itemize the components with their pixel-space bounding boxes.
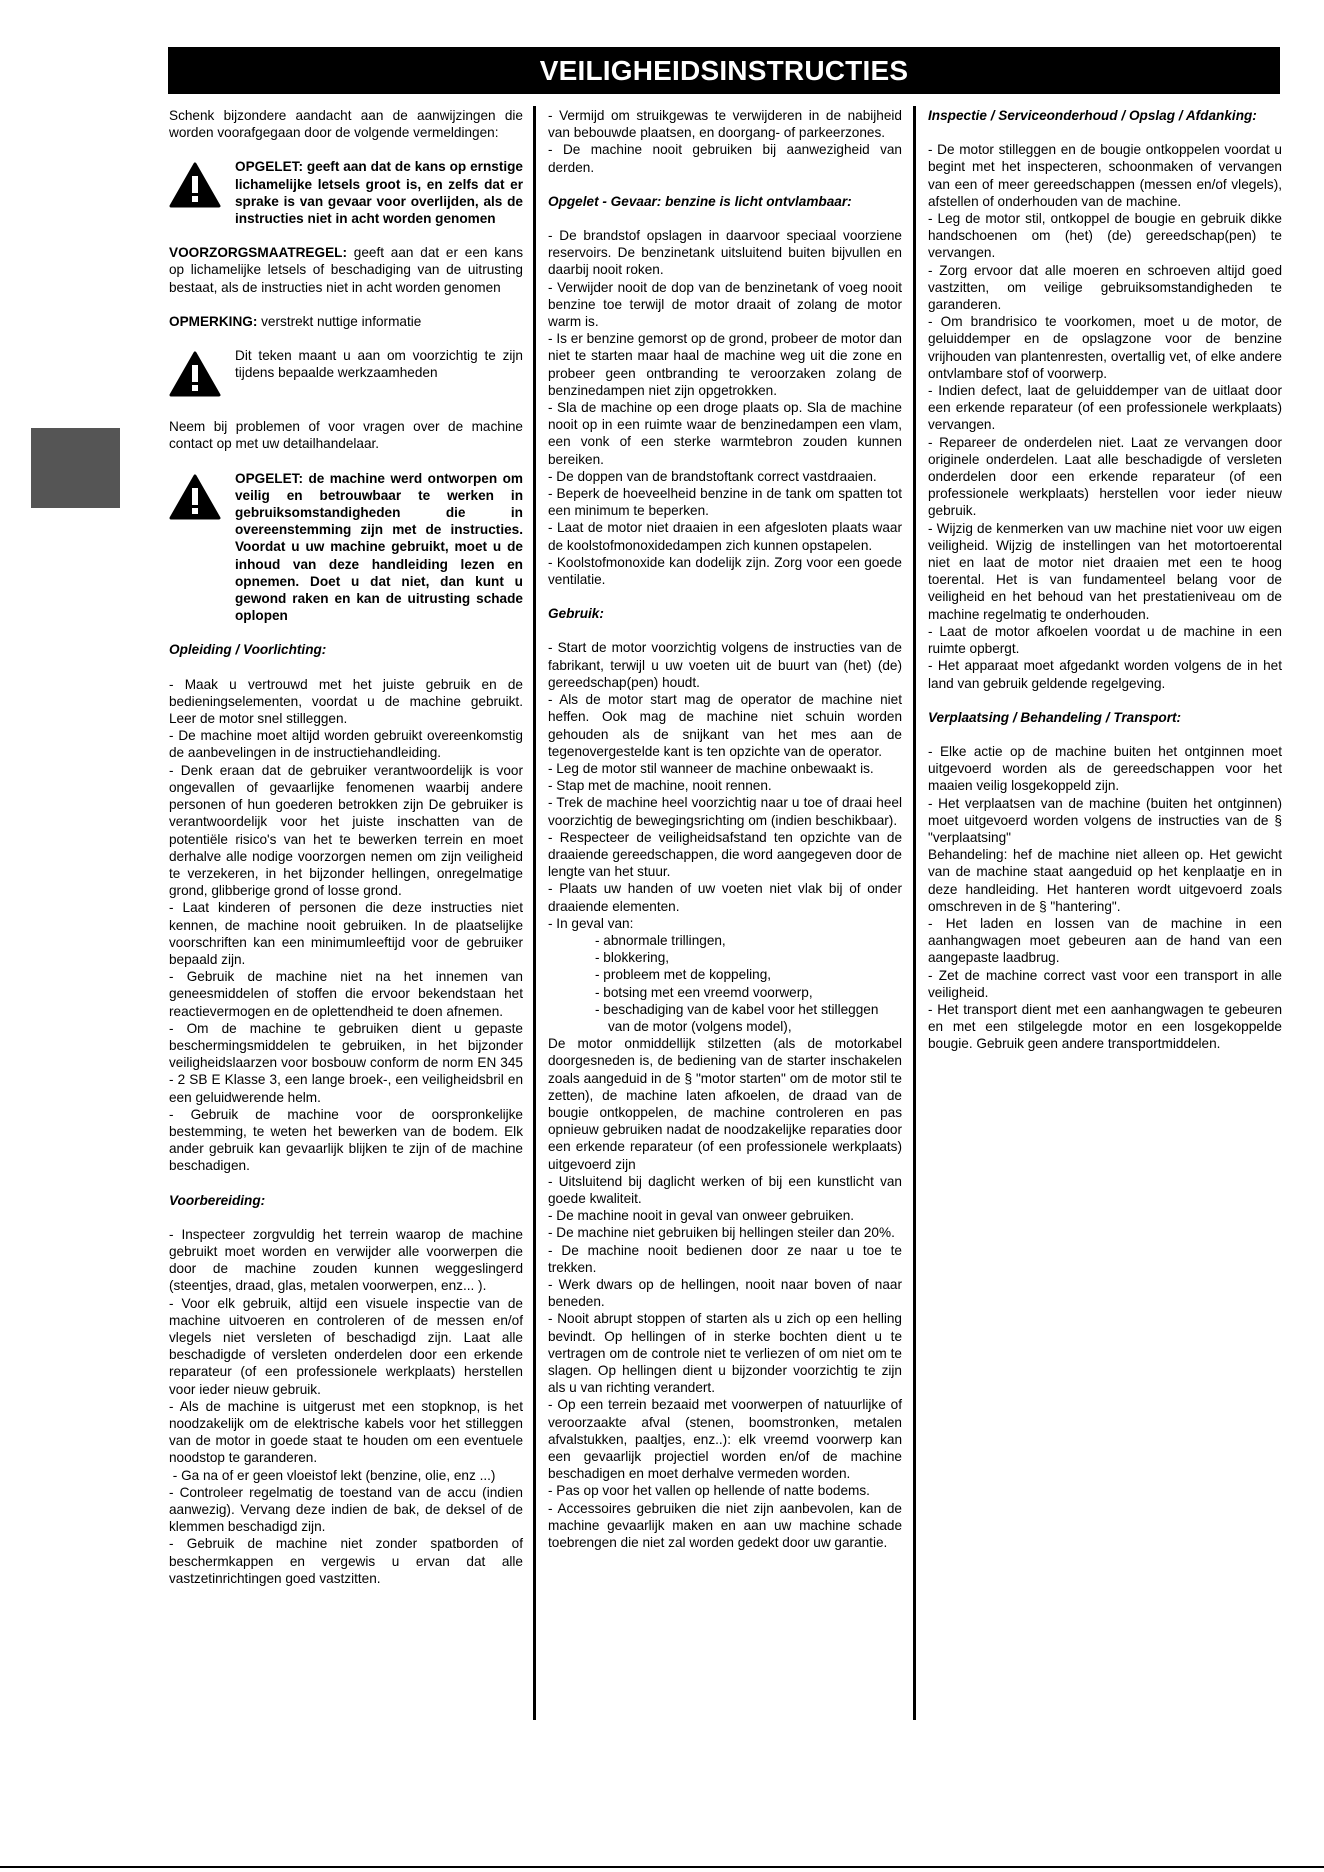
- paragraph: - Gebruik de machine voor de oorspronkelijke bestemming, te weten het bewerken van de bodem. Elk ander gebruik kan gevaarlijk blijken te zijn of de machine beschadigen.: [169, 1106, 523, 1174]
- paragraph: - Pas op voor het vallen op hellende of natte bodems.: [548, 1483, 870, 1499]
- paragraph: - Denk eraan dat de gebruiker verantwoordelijk is voor ongevallen of gevaarlijke fenomenen waarbij andere personen of hun goederen betrokken zijn De gebruiker is verantwoordelijk voor het juiste inschatten van de potentiële risico's van het te bewerken terrein en moet derhalve alle nodige voorzorgen nemen om zijn veiligheid te verzekeren, in het bijzonder hellingen, onregelmatige grond, glibberige grond of losse grond.: [169, 762, 523, 899]
- paragraph: De motor onmiddellijk stilzetten (als de motorkabel doorgesneden is, de bediening van de starter inschakelen zoals aangeduid in de § "motor starten" om de motor stil te zetten), de machine laten afkoelen, de draad van de bougie ontkoppelen, de machine controleren en pas opnieuw gebruiken nadat de noodzakelijke reparaties door een erkende reparateur (of een professionele werkplaats) uitgevoerd zijn: [548, 1036, 902, 1172]
- warning-triangle-icon: [169, 470, 235, 625]
- paragraph: - Uitsluitend bij daglicht werken of bij een kunstlicht van goede kwaliteit.: [548, 1173, 902, 1206]
- paragraph: - Indien defect, laat de geluiddemper van de uitlaat door een erkende reparateur (of een professionele werkplaats) vervangen.: [928, 383, 1282, 433]
- page-bottom-border: [0, 1866, 1324, 1868]
- paragraph: - Laat kinderen of personen die deze instructies niet kennen, de machine nooit gebruiken. In de plaatselijke voorschriften kan een minimumleeftijd voor de gebruiker bepaald zijn.: [169, 900, 523, 967]
- section-heading-training: Opleiding / Voorlichting:: [169, 642, 327, 658]
- paragraph: - Koolstofmonoxide kan dodelijk zijn. Zorg voor een goede ventilatie.: [548, 554, 902, 588]
- paragraph: - Verwijder nooit de dop van de benzinetank of voeg nooit benzine toe terwijl de motor draait of zolang de motor warm is.: [548, 279, 902, 330]
- caution-warning: [169, 347, 523, 401]
- paragraph: - Laat de motor niet draaien in een afgesloten plaats waar de koolstofmonoxidedampen zich kunnen opstapelen.: [548, 520, 902, 553]
- paragraph: - Om brandrisico te voorkomen, moet u de motor, de geluiddemper en de opslagzone voor de benzine vrijhouden van plantenresten, overtallig vet, of elke andere ontvlambare stof of voorwerp.: [928, 314, 1282, 381]
- paragraph: - Gebruik de machine niet na het innemen van geneesmiddelen of stoffen die ervoor bekendstaan het reactievermogen en de oplettendheid te doen afnemen.: [169, 969, 523, 1019]
- paragraph: - Leg de motor stil wanneer de machine onbewaakt is.: [548, 760, 874, 776]
- column-2: [548, 107, 902, 1551]
- paragraph: - Elke actie op de machine buiten het ontginnen moet uitgevoerd worden als de gereedschappen voor het maaien veilig losgekoppeld zijn.: [928, 743, 1282, 794]
- column-1: [169, 107, 523, 1587]
- paragraph: - Leg de motor stil, ontkoppel de bougie en gebruik dikke handschoenen om (het) (de) gereedschap(pen) te vervangen.: [928, 211, 1282, 261]
- paragraph: - De motor stilleggen en de bougie ontkoppelen voordat u begint met het inspecteren, schoonmaken of vervangen van een of meer gereedschappen (messen en/of vlegels), afstellen of onderhouden van de machine.: [928, 142, 1282, 209]
- caution-warning-text: Dit teken maant u aan om voorzichtig te zijn tijdens bepaalde werkzaamheden: [235, 348, 523, 381]
- paragraph: - Plaats uw handen of uw voeten niet vlak bij of onder draaiende elementen.: [548, 881, 902, 914]
- paragraph: - Voor elk gebruik, altijd een visuele inspectie van de machine uitvoeren en controleren of de messen en/of vlegels niet versleten of beschadigd zijn. Laat alle beschadigde of versleten onderdelen door een erkende reparateur (of een professionele werkplaats) herstellen voor ieder nieuw gebruik.: [169, 1295, 523, 1397]
- danger-warning-text: OPGELET: geeft aan dat de kans op ernstige lichamelijke letsels groot is, en zelfs dat er sprake is van gevaar voor overlijden, als de instructies niet in acht worden genomen: [235, 159, 523, 227]
- paragraph: - Ga na of er geen vloeistof lekt (benzine, olie, enz ...): [169, 1467, 496, 1483]
- column-3: [928, 107, 1282, 1053]
- section-heading-preparation: Voorbereiding:: [169, 1192, 266, 1208]
- list-item: - probleem met de koppeling,: [595, 967, 772, 983]
- section-heading-transport: Verplaatsing / Behandeling / Transport:: [928, 709, 1182, 725]
- paragraph: - In geval van:: [548, 915, 634, 931]
- paragraph: - Als de machine is uitgerust met een stopknop, is het noodzakelijk om de elektrische kabels voor het stilleggen van de motor in goede staat te houden om een eventuele noodstop te garanderen.: [169, 1398, 523, 1466]
- paragraph: - Inspecteer zorgvuldig het terrein waarop de machine gebruikt moet worden en verwijder alle voorwerpen die door de machine zouden kunnen weggeslingerd (steentjes, draad, glas, metalen voorwerpen, enz... ).: [169, 1226, 523, 1294]
- design-warning: [169, 470, 523, 625]
- paragraph: - Het transport dient met een aanhangwagen te gebeuren en met een stilgelegde motor en een losgekoppelde bougie. Gebruik geen andere transportmiddelen.: [928, 1001, 1282, 1052]
- paragraph: - Wijzig de kenmerken van uw machine niet voor uw eigen veiligheid. Wijzig de instellingen van het motortoerental niet en laat de motor niet draaien met een te hoog toerental. Het is van fundamenteel belang voor de veiligheid en het behoud van het prestatieniveau om de machine regelmatig te onderhouden.: [928, 520, 1282, 622]
- paragraph: - Trek de machine heel voorzichtig naar u toe of draai heel voorzichtig de bewegingsrichting om (indien beschikbaar).: [548, 795, 902, 828]
- column-divider: [913, 106, 916, 1720]
- list-item: - blokkering,: [595, 950, 670, 966]
- paragraph: - Gebruik de machine niet zonder spatborden of beschermkappen en vergewis u ervan dat alle vastzetinrichtingen goed vastzitten.: [169, 1536, 523, 1586]
- dealer-text: Neem bij problemen of voor vragen over de machine contact op met uw detailhandelaar.: [169, 419, 523, 452]
- paragraph: - Respecteer de veiligheidsafstand ten opzichte van de draaiende gereedschappen, die word aangegeven door de lengte van het stuur.: [548, 829, 902, 880]
- list-item: - beschadiging van de kabel voor het stilleggen: [595, 1001, 879, 1017]
- paragraph: - Laat de motor afkoelen voordat u de machine in een ruimte opbergt.: [928, 623, 1282, 657]
- paragraph: - Controleer regelmatig de toestand van de accu (indien aanwezig). Vervang deze indien de bak, de deksel of de klemmen beschadigd zijn.: [169, 1484, 523, 1535]
- paragraph: - Nooit abrupt stoppen of starten als u zich op een helling bevindt. Op hellingen of in sterke bochten dient u te vertragen om de controle niet te verliezen of om niet om te slagen. Op hellingen dient u bijzonder voorzichtig te zijn als u van richting verandert.: [548, 1311, 902, 1396]
- paragraph: - Start de motor voorzichtig volgens de instructies van de fabrikant, terwijl u uw voeten uit de buurt van (het) (de) gereedschap(pen) houdt.: [548, 640, 902, 690]
- paragraph: - De machine nooit bedienen door ze naar u toe te trekken.: [548, 1242, 902, 1275]
- column-divider: [533, 106, 536, 1720]
- paragraph: - Maak u vertrouwd met het juiste gebruik en de bedieningselementen, voordat u de machine gebruikt. Leer de motor snel stilleggen.: [169, 676, 523, 727]
- design-warning-text: OPGELET: de machine werd ontworpen om veilig en betrouwbaar te werken in gebruiksomstandigheden die in overeenstemming zijn met de instructies. Voordat u uw machine gebruikt, moet u de inhoud van deze handleiding lezen en opnemen. Doet u dat niet, dan kunt u gewond raken en kan de uitrusting schade oplopen: [235, 470, 523, 624]
- paragraph: - Werk dwars op de hellingen, nooit naar boven of naar beneden.: [548, 1277, 902, 1310]
- paragraph: - Stap met de machine, nooit rennen.: [548, 778, 772, 794]
- paragraph: - De machine niet gebruiken bij hellingen steiler dan 20%.: [548, 1225, 895, 1241]
- precaution-text: VOORZORGSMAATREGEL: geeft aan dat er een kans op lichamelijke letsels of beschadiging van de uitrusting bestaat, als de instructies niet in acht worden genomen: [169, 245, 523, 295]
- paragraph: - Om de machine te gebruiken dient u gepaste beschermingsmiddelen te gebruiken, in het bijzonder veiligheidslaarzen voor bosbouw conform de norm EN 345 - 2 SB E Klasse 3, een lange broek-, een veiligheidsbril en een geluidwerende helm.: [169, 1020, 523, 1105]
- paragraph: - Het apparaat moet afgedankt worden volgens de in het land van gebruik geldende regelgeving.: [928, 658, 1282, 691]
- paragraph: - De machine moet altijd worden gebruikt overeenkomstig de aanbevelingen in de instructiehandleiding.: [169, 728, 523, 761]
- remark-text: OPMERKING: verstrekt nuttige informatie: [169, 313, 422, 329]
- paragraph: - Sla de machine op een droge plaats op. Sla de machine nooit op in een ruimte waar de benzinedampen een vlam, een vonk of een sterke warmtebron zouden kunnen bereiken.: [548, 400, 902, 467]
- section-heading-use: Gebruik:: [548, 606, 604, 622]
- paragraph: - Als de motor start mag de operator de machine niet heffen. Ook mag de machine niet schuin worden gehouden als de snijkant van het mes aan de tegenovergestelde kant is ten opzichte van de operator.: [548, 692, 902, 759]
- list-item: van de motor (volgens model),: [608, 1018, 792, 1034]
- paragraph: - Accessoires gebruiken die niet zijn aanbevolen, kan de machine gevaarlijk maken en aan uw machine schade toebrengen die niet zal worden gedekt door uw garantie.: [548, 1500, 902, 1551]
- paragraph: - Het laden en lossen van de machine in een aanhangwagen moet gebeuren aan de hand van een aangepaste laadbrug.: [928, 915, 1282, 966]
- paragraph: Behandeling: hef de machine niet alleen op. Het gewicht van de machine staat aangeduid op het kenplaatje en in deze handleiding. Het hanteren wordt uitgevoerd zoals omschreven in de § "hantering".: [928, 847, 1282, 914]
- paragraph: - Het verplaatsen van de machine (buiten het ontginnen) moet uitgevoerd worden volgens de instructies van de § "verplaatsing": [928, 795, 1282, 845]
- page-title: VEILIGHEIDSINSTRUCTIES: [539, 54, 909, 86]
- paragraph: - Zorg ervoor dat alle moeren en schroeven altijd goed vastzitten, om veilige gebruiksomstandigheden te garanderen.: [928, 262, 1282, 313]
- list-item: - botsing met een vreemd voorwerp,: [595, 984, 813, 1000]
- paragraph: - De machine nooit gebruiken bij aanwezigheid van derden.: [548, 142, 902, 175]
- paragraph: - Vermijd om struikgewas te verwijderen in de nabijheid van bebouwde plaatsen, en doorgang- of parkeerzones.: [548, 108, 902, 141]
- paragraph: - Zet de machine correct vast voor een transport in alle veiligheid.: [928, 967, 1282, 1000]
- warning-triangle-icon: [169, 347, 235, 401]
- title-bar: [168, 47, 1280, 94]
- warning-triangle-icon: [169, 158, 235, 227]
- section-heading-fuel: Opgelet - Gevaar: benzine is licht ontvlambaar:: [548, 193, 852, 209]
- paragraph: - De machine nooit in geval van onweer gebruiken.: [548, 1208, 855, 1224]
- intro-text: Schenk bijzondere aandacht aan de aanwijzingen die worden voorafgegaan door de volgende vermeldingen:: [169, 108, 523, 141]
- section-heading-inspection: Inspectie / Serviceonderhoud / Opslag / Afdanking:: [928, 108, 1257, 123]
- danger-warning: [169, 158, 523, 227]
- paragraph: - De brandstof opslagen in daarvoor speciaal voorziene reservoirs. De benzinetank uitsluitend buiten bijvullen en daarbij nooit roken.: [548, 228, 902, 278]
- list-item: - abnormale trillingen,: [595, 932, 726, 948]
- paragraph: - De doppen van de brandstoftank correct vastdraaien.: [548, 468, 877, 484]
- paragraph: - Beperk de hoeveelheid benzine in de tank om spatten tot een minimum te beperken.: [548, 486, 902, 519]
- paragraph: - Repareer de onderdelen niet. Laat ze vervangen door originele onderdelen. Laat alle beschadigde of versleten onderdelen door een erkende reparateur (of een professionele werkplaats) herstellen voor ieder nieuw gebruik.: [928, 434, 1282, 519]
- paragraph: - Op een terrein bezaaid met voorwerpen of natuurlijke of veroorzaakte afval (stenen, boomstronken, metalen afvalstukken, paaltjes, enz..): elk vreemd voorwerp kan een gevaarlijk projectiel worden en/of de machine beschadigen en moet derhalve vermeden worden.: [548, 1397, 902, 1482]
- paragraph: - Is er benzine gemorst op de grond, probeer de motor dan niet te starten maar haal de machine weg uit die zone en probeer geen ontbranding te veroorzaken zolang de benzinedampen niet zijn opgetrokken.: [548, 331, 902, 398]
- section-tab: [31, 428, 120, 508]
